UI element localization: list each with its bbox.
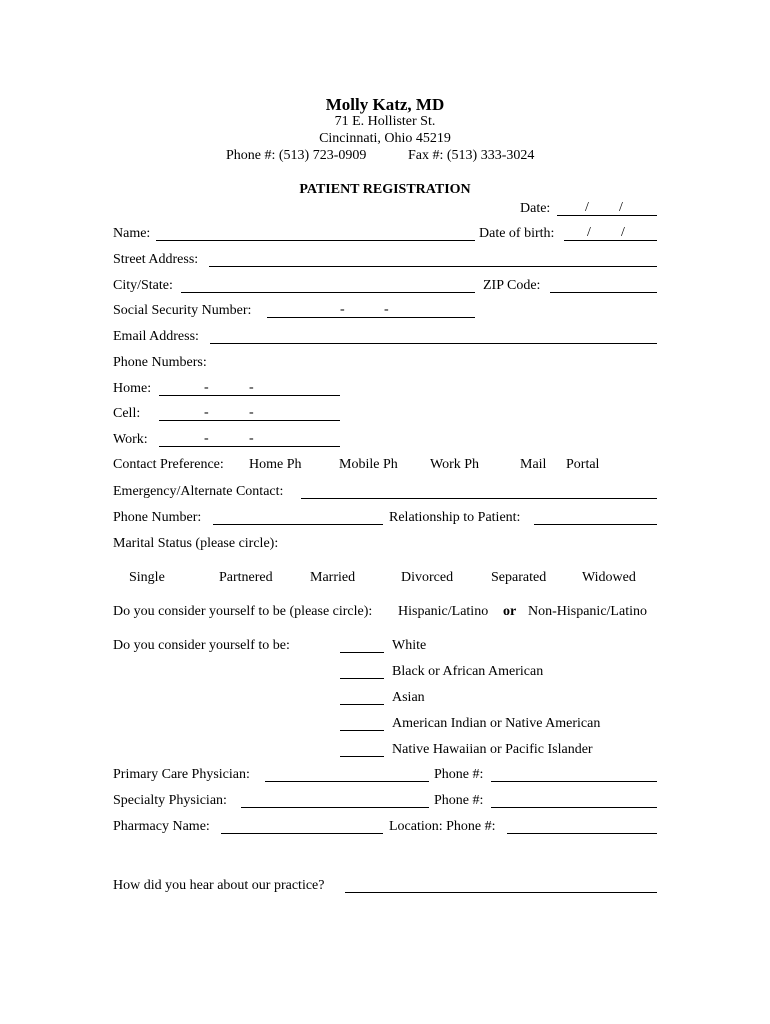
date-slash-2: / [619, 200, 623, 215]
cell-dash-2: - [249, 405, 254, 420]
email-label: Email Address: [113, 329, 199, 344]
phone-number-label: Phone Number: [113, 510, 202, 525]
date-label: Date: [520, 201, 551, 216]
referral-question: How did you hear about our practice? [113, 878, 325, 893]
city-state-label: City/State: [113, 278, 173, 293]
practice-phone: Phone #: (513) 723-0909 [226, 148, 367, 163]
specialty-field[interactable] [241, 807, 429, 808]
home-dash-1: - [204, 380, 209, 395]
race-option-black: Black or African American [392, 664, 544, 679]
dob-slash-2: / [621, 225, 625, 240]
name-label: Name: [113, 226, 151, 241]
emergency-contact-field[interactable] [301, 498, 657, 499]
pcp-field[interactable] [265, 781, 429, 782]
referral-field[interactable] [345, 892, 657, 893]
cell-dash-1: - [204, 405, 209, 420]
practice-city: Cincinnati, Ohio 45219 [319, 131, 451, 146]
phone-numbers-label: Phone Numbers: [113, 355, 207, 370]
ssn-field[interactable] [267, 317, 475, 318]
date-slash-1: / [585, 200, 589, 215]
ethnicity-or: or [503, 604, 517, 619]
ssn-label: Social Security Number: [113, 303, 252, 318]
ssn-dash-1: - [340, 302, 345, 317]
form-title: PATIENT REGISTRATION [299, 182, 471, 197]
relationship-label: Relationship to Patient: [389, 510, 521, 525]
zip-field[interactable] [550, 292, 657, 293]
cell-label: Cell: [113, 406, 141, 421]
email-field[interactable] [210, 343, 657, 344]
dob-field[interactable] [564, 240, 657, 241]
race-blank-american-indian[interactable] [340, 730, 384, 731]
home-dash-2: - [249, 380, 254, 395]
emergency-contact-label: Emergency/Alternate Contact: [113, 484, 284, 499]
marital-option-single[interactable]: Single [129, 570, 165, 585]
race-blank-black[interactable] [340, 678, 384, 679]
date-field[interactable] [557, 215, 657, 216]
race-option-white: White [392, 638, 427, 653]
pharmacy-label: Pharmacy Name: [113, 819, 210, 834]
pcp-phone-label: Phone #: [434, 767, 484, 782]
specialty-phone-label: Phone #: [434, 793, 484, 808]
pharmacy-location-label: Location: Phone #: [389, 819, 496, 834]
ethnicity-option-hispanic[interactable]: Hispanic/Latino [398, 604, 489, 619]
work-dash-2: - [249, 431, 254, 446]
contact-option-work[interactable]: Work Ph [430, 457, 480, 472]
race-blank-hawaiian[interactable] [340, 756, 384, 757]
specialty-phone-field[interactable] [491, 807, 657, 808]
doctor-name: Molly Katz, MD [325, 95, 445, 114]
marital-option-partnered[interactable]: Partnered [219, 570, 273, 585]
pcp-phone-field[interactable] [491, 781, 657, 782]
emergency-phone-field[interactable] [213, 524, 383, 525]
work-dash-1: - [204, 431, 209, 446]
dob-slash-1: / [587, 225, 591, 240]
ethnicity-option-non-hispanic[interactable]: Non-Hispanic/Latino [528, 604, 647, 619]
zip-label: ZIP Code: [483, 278, 541, 293]
city-state-field[interactable] [181, 292, 475, 293]
contact-preference-label: Contact Preference: [113, 457, 224, 472]
contact-option-mail[interactable]: Mail [520, 457, 547, 472]
contact-option-portal[interactable]: Portal [566, 457, 600, 472]
contact-option-home[interactable]: Home Ph [249, 457, 302, 472]
race-question: Do you consider yourself to be: [113, 638, 290, 653]
marital-option-married[interactable]: Married [310, 570, 356, 585]
name-field[interactable] [156, 240, 475, 241]
practice-street: 71 E. Hollister St. [334, 114, 436, 129]
ssn-dash-2: - [384, 302, 389, 317]
specialty-label: Specialty Physician: [113, 793, 227, 808]
street-address-label: Street Address: [113, 252, 199, 267]
work-label: Work: [113, 432, 148, 447]
home-label: Home: [113, 381, 152, 396]
race-option-hawaiian: Native Hawaiian or Pacific Islander [392, 742, 593, 757]
street-address-field[interactable] [209, 266, 657, 267]
race-option-american-indian: American Indian or Native American [392, 716, 601, 731]
marital-option-separated[interactable]: Separated [491, 570, 547, 585]
pcp-label: Primary Care Physician: [113, 767, 250, 782]
pharmacy-location-field[interactable] [507, 833, 657, 834]
marital-status-label: Marital Status (please circle): [113, 536, 279, 551]
race-option-asian: Asian [392, 690, 425, 705]
pharmacy-field[interactable] [221, 833, 383, 834]
ethnicity-question: Do you consider yourself to be (please circle): [113, 604, 373, 619]
marital-option-widowed[interactable]: Widowed [582, 570, 636, 585]
race-blank-white[interactable] [340, 652, 384, 653]
relationship-field[interactable] [534, 524, 657, 525]
dob-label: Date of birth: [479, 226, 555, 241]
marital-option-divorced[interactable]: Divorced [401, 570, 454, 585]
race-blank-asian[interactable] [340, 704, 384, 705]
practice-fax: Fax #: (513) 333-3024 [408, 148, 535, 163]
contact-option-mobile[interactable]: Mobile Ph [339, 457, 398, 472]
